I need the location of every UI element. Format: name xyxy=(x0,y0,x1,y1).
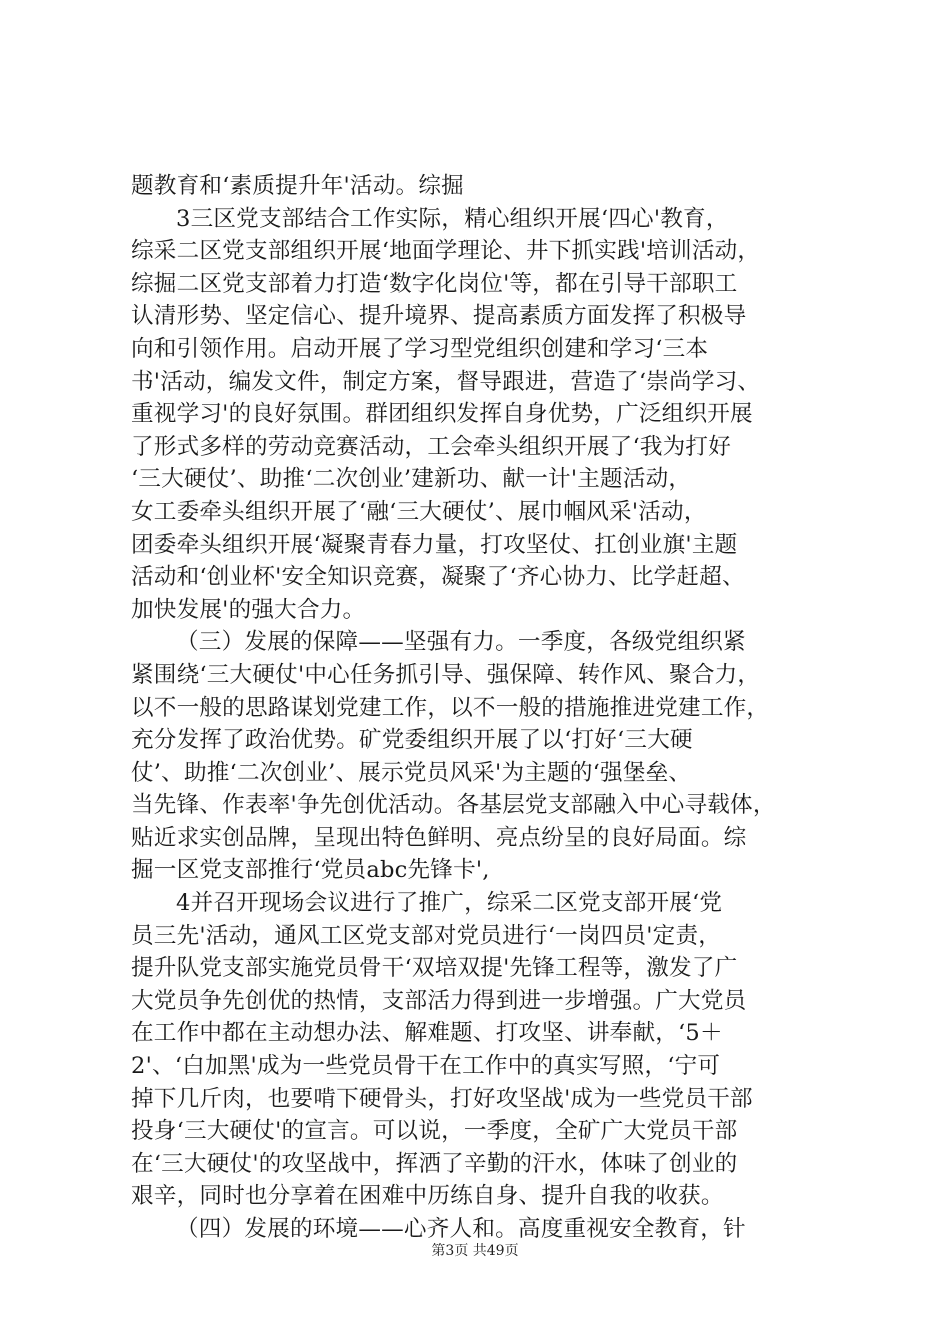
text-line: 题教育和‘素质提升年'活动。综掘 xyxy=(131,173,464,199)
section-heading-line: （四）发展的环境——心齐人和。高度重视安全教育，针 xyxy=(176,1216,746,1242)
text-line: 仗’、助推‘二次创业’、展示党员风采'为主题的‘强堡垒、 xyxy=(131,759,692,786)
text-line: 在‘三大硬仗'的攻坚战中，挥洒了辛勤的汗水，体味了创业的 xyxy=(131,1150,738,1177)
text-line: 以不一般的思路谋划党建工作，以不一般的措施推进党建工作， xyxy=(131,694,770,721)
text-line: 提升队党支部实施党员骨干‘双培双提'先锋工程等，激发了广 xyxy=(131,955,738,982)
text-line: 加快发展'的强大合力。 xyxy=(131,596,366,623)
text-line: ‘三大硬仗’、助推‘二次创业’建新功、献一计'主题活动， xyxy=(131,466,692,493)
paragraph-start: 4并召开现场会议进行了推广，综采二区党支部开展‘党 xyxy=(176,890,723,917)
page-footer: 第3页 共49页 xyxy=(431,1243,519,1259)
text-line: 贴近求实创品牌，呈现出特色鲜明、亮点纷呈的良好局面。综 xyxy=(131,824,747,851)
text-line: 艰辛，同时也分享着在困难中历练自身、提升自我的收获。 xyxy=(131,1183,724,1210)
text-line: 掉下几斤肉，也要啃下硬骨头，打好攻坚战'成为一些党员干部 xyxy=(131,1085,753,1112)
text-line: 大党员争先创优的热情，支部活力得到进一步增强。广大党员 xyxy=(131,987,747,1014)
text-line: 向和引领作用。启动开展了学习型党组织创建和学习‘三本 xyxy=(131,335,709,362)
text-line: 投身‘三大硬仗'的宣言。可以说，一季度，全矿广大党员干部 xyxy=(131,1118,738,1145)
text-line: 团委牵头组织开展‘凝聚青春力量，打攻坚仗、扛创业旗'主题 xyxy=(131,531,738,558)
text-line: 书'活动，编发文件，制定方案，督导跟进，营造了‘崇尚学习、 xyxy=(131,368,761,395)
text-line: 掘一区党支部推行‘党员abc先锋卡', xyxy=(131,857,490,884)
section-heading-line: （三）发展的保障——坚强有力。一季度，各级党组织紧 xyxy=(176,629,746,656)
document-body xyxy=(131,170,831,1246)
text-line: 综采二区党支部组织开展‘地面学理论、井下抓实践'培训活动， xyxy=(131,238,761,265)
text-line: 女工委牵头组织开展了‘融‘三大硬仗’、展巾帼风采'活动， xyxy=(131,498,707,525)
text-line: 2'、‘白加黑'成为一些党员骨干在工作中的真实写照，‘宁可 xyxy=(131,1053,721,1080)
text-line: 在工作中都在主动想办法、解难题、打攻坚、讲奉献，‘5＋ xyxy=(131,1020,723,1047)
text-line: 认清形势、坚定信心、提升境界、提高素质方面发挥了积极导 xyxy=(131,303,747,330)
text-line: 紧围绕‘三大硬仗'中心任务抓引导、强保障、转作风、聚合力， xyxy=(131,661,761,688)
text-line: 综掘二区党支部着力打造‘数字化岗位'等，都在引导干部职工 xyxy=(131,270,738,297)
paragraph-start: 3三区党支部结合工作实际，精心组织开展‘四心'教育， xyxy=(176,205,729,232)
text-line: 员三先'活动，通风工区党支部对党员进行‘一岗四员'定责， xyxy=(131,922,722,949)
text-line: 活动和‘创业杯'安全知识竞赛，凝聚了‘齐心协力、比学赶超、 xyxy=(131,564,745,591)
text-line: 重视学习'的良好氛围。群团组织发挥自身优势，广泛组织开展 xyxy=(131,401,753,428)
text-line: 了形式多样的劳动竞赛活动，工会牵头组织开展了‘我为打好 xyxy=(131,433,732,460)
text-line: 充分发挥了政治优势。矿党委组织开展了以‘打好‘三大硬 xyxy=(131,727,693,754)
text-line: 当先锋、作表率'争先创优活动。各基层党支部融入中心寻载体， xyxy=(131,792,776,819)
